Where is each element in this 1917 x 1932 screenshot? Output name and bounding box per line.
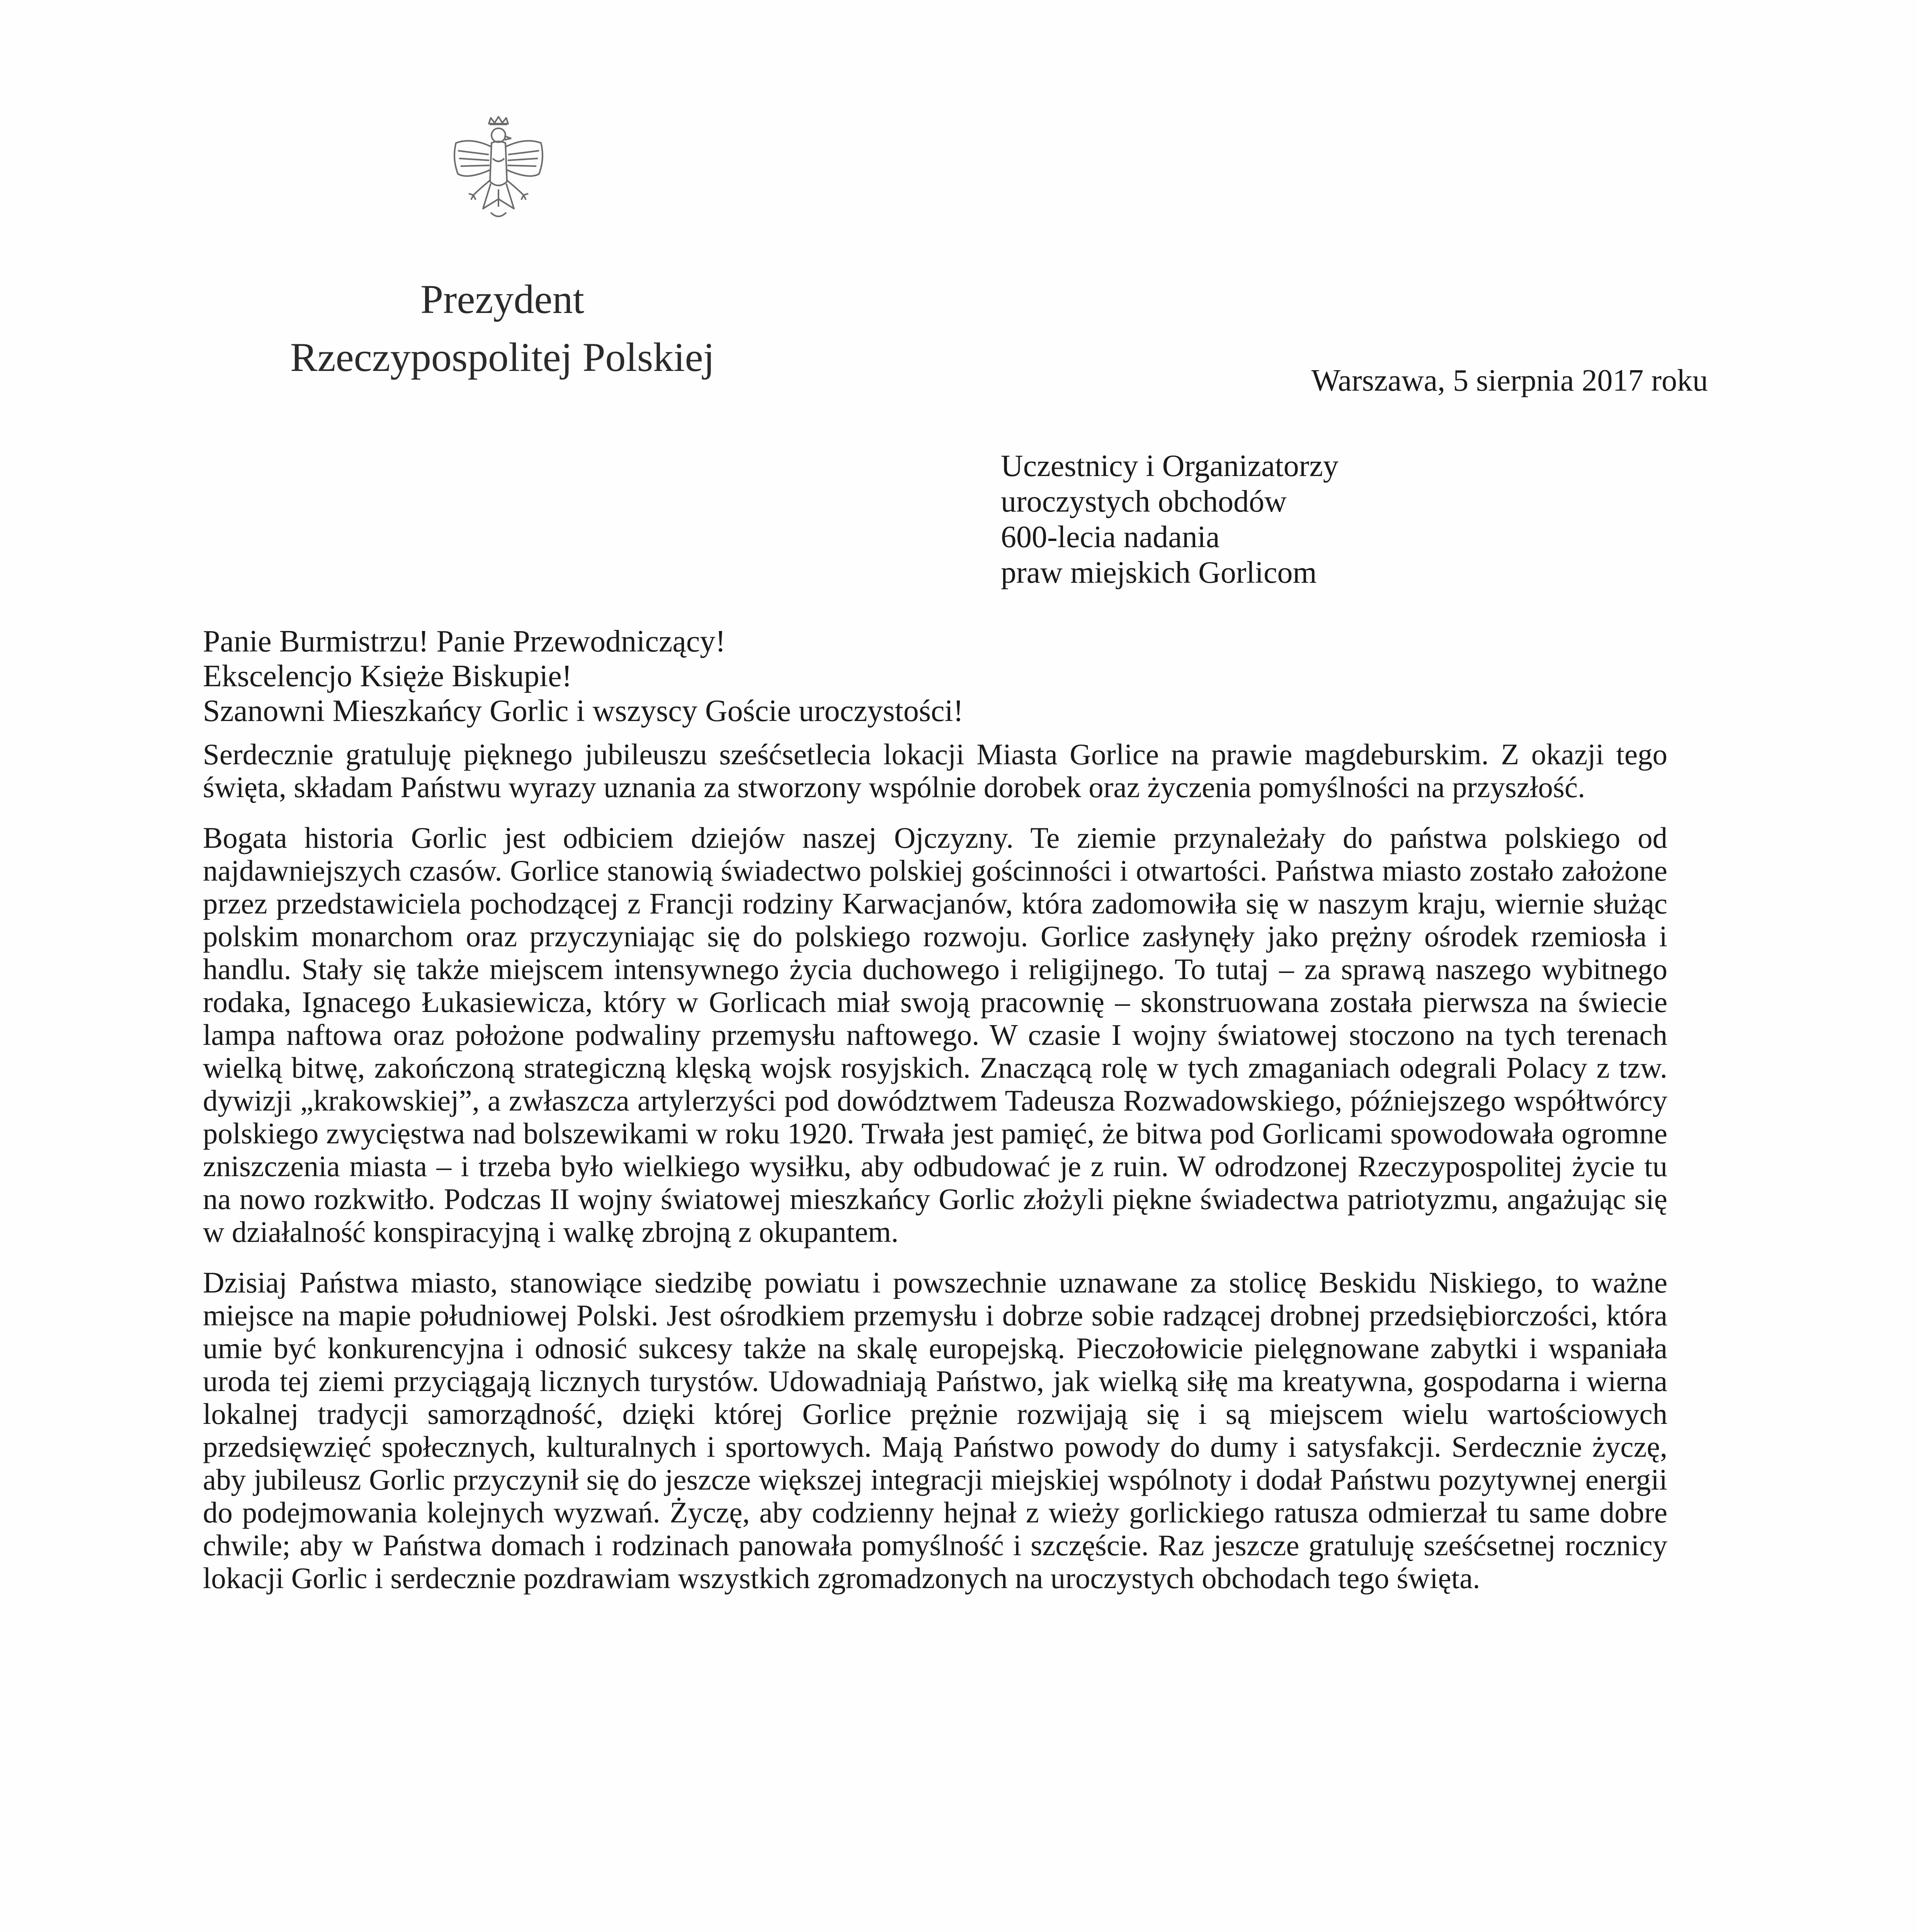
recipient-block bbox=[1001, 448, 1696, 590]
body-paragraph: Bogata historia Gorlic jest odbiciem dziejów naszej Ojczyzny. Te ziemie przynależały do państwa polskiego od najdawniejszych czasów. Gorlice stanowią świadectwo polskiej gościnności i otwartości. Państwa miasto zostało założone przez przedstawiciela pochodzącej z Francji rodziny Karwacjanów, która zadomowiła się w naszym kraju, wiernie służąc polskim monarchom oraz przyczyniając się do polskiego rozwoju. Gorlice zasłynęły jako prężny ośrodek rzemiosła i handlu. Stały się także miejscem intensywnego życia duchowego i religijnego. To tutaj – za sprawą naszego wybitnego rodaka, Ignacego Łukasiewicza, który w Gorlicach miał swoją pracownię – skonstruowana została pierwsza na świecie lampa naftowa oraz położone podwaliny przemysłu naftowego. W czasie I wojny światowej stoczono na tych terenach wielką bitwę, zakończoną strategiczną klęską wojsk rosyjskich. Znaczącą rolę w tych zmaganiach odegrali Polacy z tzw. dywizji „krakowskiej”, a zwłaszcza artylerzyści pod dowództwem Tadeusza Rozwadowskiego, późniejszego współtwórcy polskiego zwycięstwa nad bolszewikami w roku 1920. Trwała jest pamięć, że bitwa pod Gorlicami spowodowała ogromne zniszczenia miasta – i trzeba było wielkiego wysiłku, aby odbudować je z ruin. W odrodzonej Rzeczypospolitej życie tu na nowo rozkwitło. Podczas II wojny światowej mieszkańcy Gorlic złożyli piękne świadectwa patriotyzmu, angażując się w działalność konspiracyjną i walkę zbrojną z okupantem. bbox=[203, 821, 1667, 1248]
salutation-line: Szanowni Mieszkańcy Gorlic i wszyscy Goście uroczystości! bbox=[203, 694, 964, 728]
issuer-title bbox=[116, 270, 889, 386]
polish-white-eagle-emblem-icon bbox=[441, 116, 556, 240]
body-paragraph: Dzisiaj Państwa miasto, stanowiące siedzibę powiatu i powszechnie uznawane za stolicę Beskidu Niskiego, to ważne miejsce na mapie południowej Polski. Jest ośrodkiem przemysłu i dobrze sobie radzącej drobnej przedsiębiorczości, która umie być konkurencyjna i odnosić sukcesy także na skalę europejską. Pieczołowicie pielęgnowane zabytki i wspaniała uroda tej ziemi przyciągają licznych turystów. Udowadniają Państwo, jak wielką siłę ma kreatywna, gospodarna i wierna lokalnej tradycji samorządność, dzięki której Gorlice prężnie rozwijają się i są miejscem wielu wartościowych przedsięwzięć społecznych, kulturalnych i sportowych. Mają Państwo powody do dumy i satysfakcji. Serdecznie życzę, aby jubileusz Gorlic przyczynił się do jeszcze większej integracji miejskiej wspólnoty i dodał Państwu pozytywnej energii do podejmowania kolejnych wyzwań. Życzę, aby codzienny hejnał z wieży gorlickiego ratusza odmierzał tu same dobre chwile; aby w Państwa domach i rodzinach panowała pomyślność i szczęście. Raz jeszcze gratuluję sześćsetnej rocznicy lokacji Gorlic i serdecznie pozdrawiam wszystkich zgromadzonych na uroczystych obchodach tego święta. bbox=[203, 1266, 1667, 1595]
salutation-line: Ekscelencjo Księże Biskupie! bbox=[203, 659, 572, 693]
recipient-line: Uczestnicy i Organizatorzy bbox=[1001, 449, 1339, 483]
letter-body bbox=[203, 738, 1667, 1612]
recipient-line: 600-lecia nadania bbox=[1001, 520, 1220, 554]
place-date: Warszawa, 5 sierpnia 2017 roku bbox=[1311, 364, 1708, 398]
recipient-line: praw miejskich Gorlicom bbox=[1001, 556, 1317, 590]
salutation-line: Panie Burmistrzu! Panie Przewodniczący! bbox=[203, 624, 726, 658]
issuer-line-1: Prezydent bbox=[420, 277, 584, 322]
body-paragraph: Serdecznie gratuluję pięknego jubileuszu sześćsetlecia lokacji Miasta Gorlice na prawie magdeburskim. Z okazji tego święta, składam Państwu wyrazy uznania za stworzony wspólnie dorobek oraz życzenia pomyślności na przyszłość. bbox=[203, 738, 1667, 804]
issuer-line-2: Rzeczypospolitej Polskiej bbox=[290, 335, 715, 380]
recipient-line: uroczystych obchodów bbox=[1001, 485, 1287, 519]
salutation-block bbox=[203, 624, 1710, 728]
